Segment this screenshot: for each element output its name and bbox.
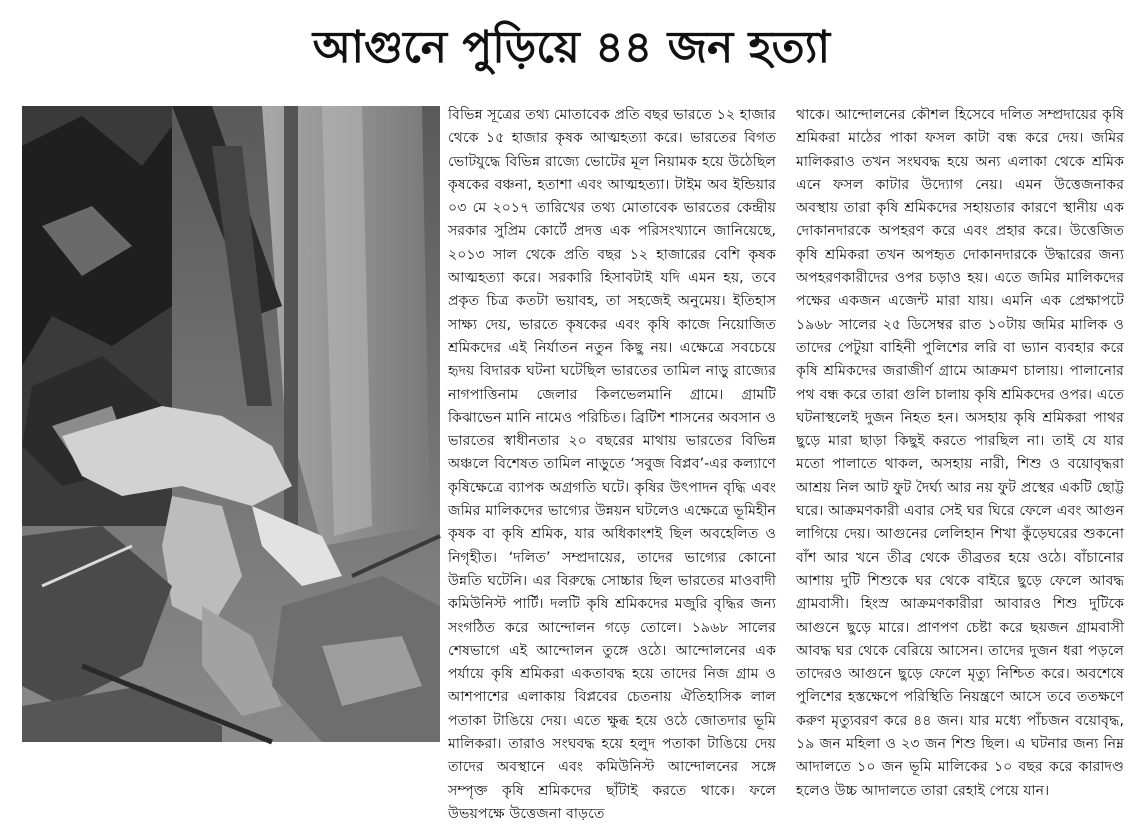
news-photo-icon [22,106,440,742]
article-column-2 [796,104,1124,799]
article-text: বিভিন্ন সূত্রের তথ্য মোতাবেক প্রতি বছর ভারতে ১২ হাজার থেকে ১৫ হাজার কৃষক আত্মহত্যা করে। ভারতের বিগত ভোটযুদ্ধে বিভিন্ন রাজ্যে ভোটের মূল নিয়ামক হয়ে উঠেছিল কৃষকের বঞ্চনা, হতাশা এবং আত্মহত্যা। টাইম অব ইন্ডিয়ার ০৩ মে ২০১৭ তারিখের তথ্য মোতাবেক ভারতের কেন্দ্রীয় সরকার সুপ্রিম কোর্টে প্রদত্ত এক পরিসংখ্যানে জানিয়েছে, ২০১৩ সাল থেকে প্রতি বছর ১২ হাজারের বেশি কৃষক আত্মহত্যা করে। সরকারি হিসাবটাই যদি এমন হয়, তবে প্রকৃত চিত্র কতটা ভয়াবহ, তা সহজেই অনুমেয়। ইতিহাস সাক্ষ্য দেয়, ভারতে কৃষকের এবং কৃষি কাজে নিয়োজিত শ্রমিকদের এই নির্যাতন নতুন কিছু নয়। এক্ষেত্রে সবচেয়ে হৃদয় বিদারক ঘটনা ঘটেছিল ভারতের তামিল নাড়ু রাজ্যের নাগপাত্তিনাম জেলার কিলভেলমানি গ্রামে। গ্রামটি কিঝাভেন মানি নামেও পরিচিত। ব্রিটিশ শাসনের অবসান ও ভারতের স্বাধীনতার ২০ বছরের মাথায় ভারতের বিভিন্ন অঞ্চলে বিশেষত তামিল নাড়ুতে ‘সবুজ বিপ্লব’-এর কল্যাণে কৃষিক্ষেত্রে ব্যাপক অগ্রগতি ঘটে। কৃষির উৎপাদন বৃদ্ধি এবং জমির মালিকদের ভাগ্যের উন্নয়ন ঘটলেও এক্ষেত্রে ভূমিহীন কৃষক বা কৃষি শ্রমিক, যার অধিকাংশই ছিল অবহেলিত ও নিগৃহীত। ‘দলিত’ সম্প্রদায়ের, তাদের ভাগ্যের কোনো উন্নতি ঘটেনি। এর বিরুদ্ধে সোচ্চার ছিল ভারতের মাওবাদী কমিউনিস্ট পার্টি। দলটি কৃষি শ্রমিকদের মজুরি বৃদ্ধির জন্য সংগঠিত করে আন্দোলন গড়ে তোলে। ১৯৬৮ সালের শেষভাগে এই আন্দোলন তুঙ্গে ওঠে। আন্দোলনের এক পর্যায়ে কৃষি শ্রমিকরা একতাবদ্ধ হয়ে তাদের নিজ গ্রাম ও আশপাশের এলাকায় বিপ্লবের চেতনায় ঐতিহাসিক লাল পতাকা টাঙিয়ে দেয়। এতে ক্ষুব্ধ হয়ে ওঠে জোতদার ভূমি মালিকরা। তারাও সংঘবদ্ধ হয়ে হলুদ পতাকা টাঙিয়ে দেয় তাদের অবস্থানে এবং কমিউনিস্ট আন্দোলনের সঙ্গে সম্পৃক্ত কৃষি শ্রমিকদের ছাঁটাই করতে থাকে। ফলে উভয়পক্ষে উত্তেজনা বাড়তে [448,107,776,822]
headline: আগুনে পুড়িয়ে ৪৪ জন হত্যা [312,22,831,73]
article-column-1 [448,104,776,822]
article-text: থাকে। আন্দোলনের কৌশল হিসেবে দলিত সম্প্রদায়ের কৃষি শ্রমিকরা মাঠের পাকা ফসল কাটা বন্ধ করে দেয়। জমির মালিকরাও তখন সংঘবদ্ধ হয়ে অন্য এলাকা থেকে শ্রমিক এনে ফসল কাটার উদ্যোগ নেয়। এমন উত্তেজনাকর অবস্থায় তারা কৃষি শ্রমিকদের সহায়তার কারণে স্থানীয় এক দোকানদারকে অপহরণ করে এবং প্রহার করে। উত্তেজিত কৃষি শ্রমিকরা তখন অপহৃত দোকানদারকে উদ্ধারের জন্য অপহরণকারীদের ওপর চড়াও হয়। এতে জমির মালিকদের পক্ষের একজন এজেন্ট মারা যায়। এমনি এক প্রেক্ষাপটে ১৯৬৮ সালের ২৫ ডিসেম্বর রাত ১০টায় জমির মালিক ও তাদের পেটুয়া বাহিনী পুলিশের লরি বা ভ্যান ব্যবহার করে কৃষি শ্রমিকদের জরাজীর্ণ গ্রামে আক্রমণ চালায়। পালানোর পথ বন্ধ করে তারা গুলি চালায় কৃষি শ্রমিকদের ওপর। এতে ঘটনাস্থলেই দুজন নিহত হন। অসহায় কৃষি শ্রমিকরা পাথর ছুড়ে মারা ছাড়া কিছুই করতে পারছিল না। তাই যে যার মতো পালাতে থাকল, অসহায় নারী, শিশু ও বয়োবৃদ্ধরা আশ্রয় নিল আট ফুট দৈর্ঘ্য আর নয় ফুট প্রস্থের একটি ছোট্ট ঘরে। আক্রমণকারী এবার সেই ঘর ঘিরে ফেলে এবং আগুন লাগিয়ে দেয়। আগুনের লেলিহান শিখা কুঁড়েঘরের শুকনো বাঁশ আর খনে তীব্র থেকে তীব্রতর হয়ে ওঠে। বাঁচানোর আশায় দুটি শিশুকে ঘর থেকে বাইরে ছুড়ে ফেলে আবদ্ধ গ্রামবাসী। হিংস্র আক্রমণকারীরা আবারও শিশু দুটিকে আগুনে ছুড়ে মারে। প্রাণপণ চেষ্টা করে ছয়জন গ্রামবাসী আবদ্ধ ঘর থেকে বেরিয়ে আসেন। তাদের দুজন ধরা পড়লে তাদেরও আগুনে ছুড়ে ফেলে মৃত্যু নিশ্চিত করে। অবশেষে পুলিশের হস্তক্ষেপে পরিস্থিতি নিয়ন্ত্রণে আসে তবে ততক্ষণে করুণ মৃত্যুবরণ করে ৪৪ জন। যার মধ্যে পাঁচজন বয়োবৃদ্ধ, ১৯ জন মহিলা ও ২৩ জন শিশু ছিল। এ ঘটনার জন্য নিম্ন আদালতে ১০ জন ভূমি মালিকের ১০ বছর করে কারাদণ্ড হলেও উচ্চ আদালতে তারা রেহাই পেয়ে যান। [796,107,1124,799]
news-photo [22,106,440,742]
